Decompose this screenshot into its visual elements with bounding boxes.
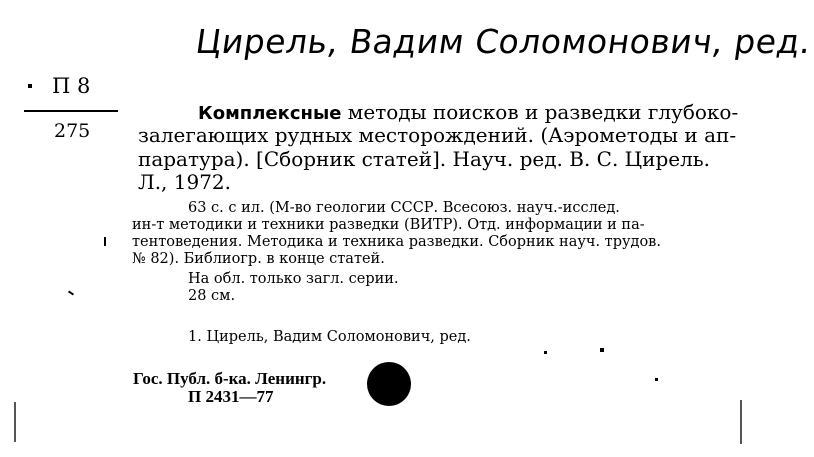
- margin-speck: [544, 351, 547, 354]
- margin-speck: [28, 84, 32, 88]
- shelfmark-top: П 8: [52, 74, 91, 98]
- margin-speck: [104, 237, 106, 246]
- shelfmark-bottom: 275: [54, 120, 91, 142]
- description-line-4: Л., 1972.: [138, 170, 232, 194]
- physical-line-1: 63 с. с ил. (М-во геологии СССР. Всесоюз. науч.-исслед.: [188, 200, 620, 216]
- added-entry: Гос. Публ. б-ка. Ленингр.: [133, 369, 327, 388]
- title-bold: Комплексные: [198, 103, 342, 124]
- physical-line-6: 28 см.: [188, 288, 236, 304]
- physical-line-2: ин-т методики и техники разведки (ВИТР). Отд. информации и па-: [132, 217, 645, 233]
- margin-speck: [600, 348, 604, 352]
- description-line-3: паратура). [Сборник статей]. Науч. ред. В. С. Цирель.: [138, 147, 711, 171]
- shelfmark-divider: [24, 110, 118, 112]
- description-line-1: [198, 101, 738, 125]
- physical-line-3: тентоведения. Методика и техника разведки. Сборник науч. трудов.: [132, 234, 661, 250]
- margin-speck: [655, 378, 658, 381]
- accession-number: П 2431—77: [188, 387, 274, 406]
- physical-line-5: На обл. только загл. серии.: [188, 271, 399, 287]
- margin-speck: [68, 290, 74, 295]
- physical-line-4: № 82). Библиогр. в конце статей.: [132, 251, 385, 267]
- library-stamp-blot: [367, 362, 411, 406]
- title-rest: методы поисков и разведки глубоко-: [341, 100, 739, 124]
- description-line-2: залегающих рудных месторождений. (Аэрометоды и ап-: [138, 123, 737, 147]
- margin-speck: [740, 400, 742, 444]
- tracing: 1. Цирель, Вадим Соломонович, ред.: [188, 329, 471, 345]
- handwritten-heading: Цирель, Вадим Соломонович, ред.: [193, 22, 814, 61]
- margin-speck: [14, 402, 16, 442]
